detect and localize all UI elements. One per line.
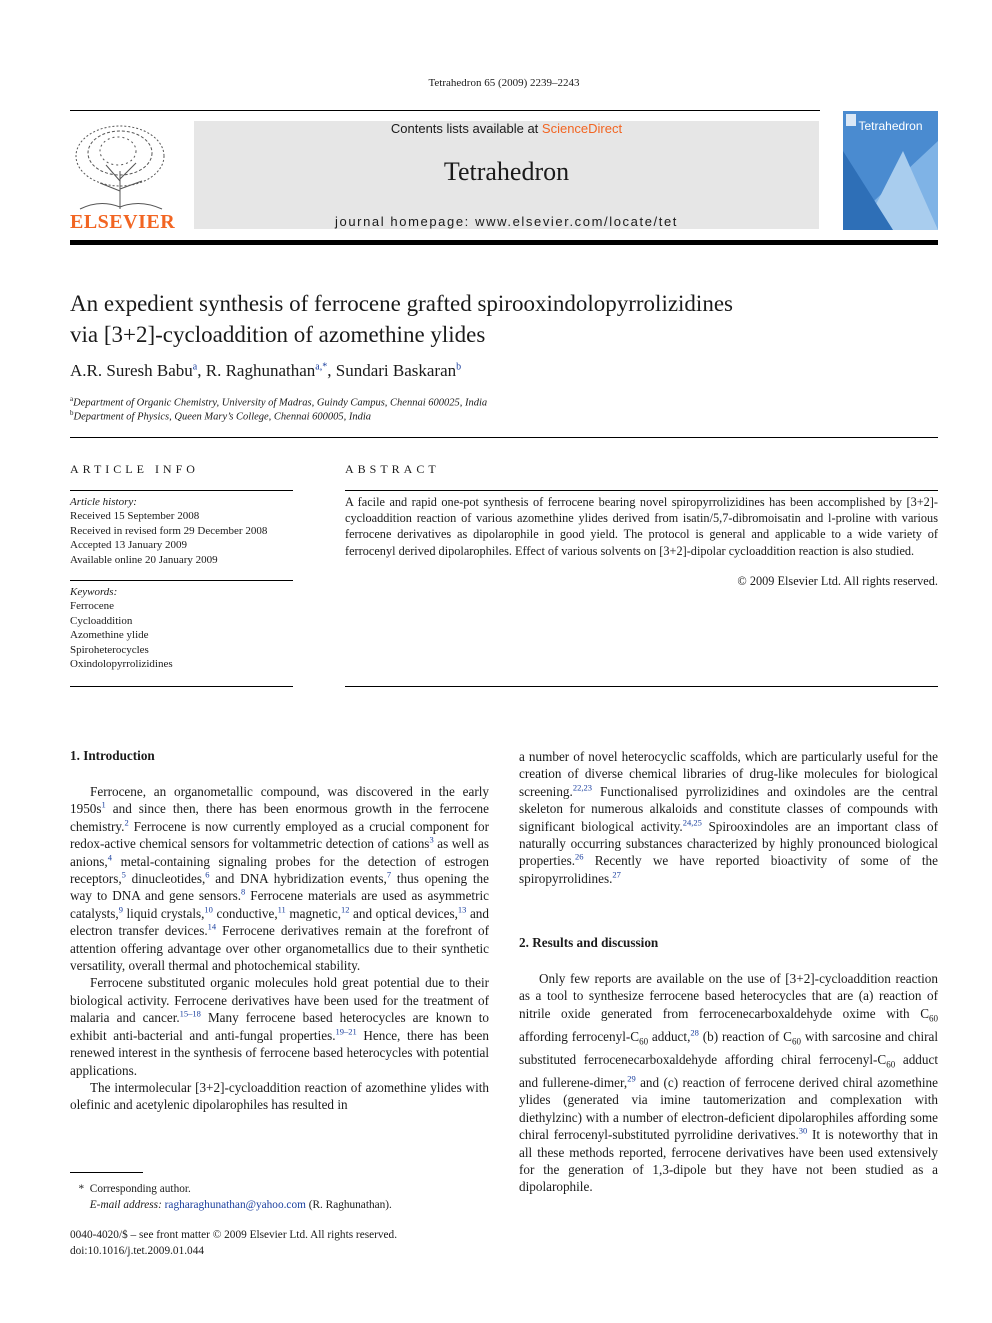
paragraph-text: Only few reports are available on the use of [3+2]-cycloaddition reaction as a tool to synthesize ferrocene based heterocycles that are (a) reaction of nitrile oxide generated from ferrocenecarboxaldehyde oxime with C <box>519 971 938 1021</box>
paragraph-text: and since then, there has been enormous growth in the ferrocene chemistry. <box>70 801 489 834</box>
paragraph-text: Functionalised pyrrolizidines and oxindoles are the central skeleton for numerous alkaloids and constitute classes of compounds with significant biological activity. <box>519 783 938 834</box>
affiliation-b <box>70 409 371 423</box>
sciencedirect-link[interactable]: ScienceDirect <box>541 121 623 136</box>
subscript: 60 <box>791 1036 801 1047</box>
paragraph-text: Ferrocene materials are used as asymmetric catalysts, <box>70 888 489 921</box>
journal-homepage <box>194 214 819 229</box>
history-label: Article history: <box>70 496 137 508</box>
journal-reference: Tetrahedron 65 (2009) 2239–2243 <box>428 77 580 89</box>
article-info-heading: ARTICLE INFO <box>70 462 199 476</box>
abstract-heading: ABSTRACT <box>345 462 440 476</box>
paragraph-text: and (c) reaction of ferrocene derived chiral azomethine ylides (generated via imine tautomerization and complexation with diethylzinc) with a number of electron-deficient dipolarophiles affording some chiral ferrocenyl-substituted pyrrolidine derivatives. <box>519 1074 938 1143</box>
corresponding-author-star[interactable]: * <box>322 361 328 373</box>
citation-link[interactable]: 14 <box>207 921 217 932</box>
intro-paragraph-3: The intermolecular [3+2]-cycloaddition reaction of azomethine ylides with olefinic and acetylenic dipolarophiles has resulted in <box>70 1079 489 1113</box>
info-top-rule <box>70 437 938 438</box>
citation-link[interactable]: 5 <box>121 869 126 880</box>
abstract-rule <box>345 490 938 491</box>
citation-link[interactable]: 30 <box>798 1125 808 1136</box>
email-name: (R. Raghunathan). <box>308 1198 392 1211</box>
citation-link[interactable]: 15–18 <box>179 1008 201 1019</box>
history-received: Received 15 September 2008 <box>70 510 200 523</box>
paragraph-text: Ferrocene substituted organic molecules hold great potential due to their biological activity. Ferrocene derivatives have been used for the treatment of malaria and cancer. <box>70 975 489 1026</box>
article-info-bottom-rule <box>70 686 293 687</box>
keywords-label: Keywords: <box>70 586 118 598</box>
title-line-2: via [3+2]-cycloaddition of azomethine ylides <box>70 322 486 347</box>
intro-column <box>70 783 489 1114</box>
author-list: A.R. Suresh Babu$^a$, R. Raghunathan$^{a,*}$, Sundari Baskaran$^b$ <box>70 361 462 380</box>
history-accepted: Accepted 13 January 2009 <box>70 539 187 552</box>
homepage-link[interactable]: www.elsevier.com/locate/tet <box>475 214 678 229</box>
journal-title: Tetrahedron <box>443 157 570 186</box>
citation-link[interactable]: 9 <box>118 904 123 915</box>
corresponding-footnote <box>70 1182 392 1213</box>
citation-link[interactable]: 26 <box>575 852 584 863</box>
intro-continued-column <box>519 748 938 887</box>
footnote-rule <box>70 1172 143 1173</box>
contents-line <box>194 121 819 136</box>
article-title <box>70 288 950 350</box>
author-3-affil-mark: b <box>456 361 462 373</box>
author-3[interactable]: Sundari Baskaran <box>335 361 457 380</box>
email-link[interactable]: ragharaghunathan@yahoo.com <box>164 1198 306 1211</box>
history-online: Available online 20 January 2009 <box>70 553 218 566</box>
abstract-text: A facile and rapid one-pot synthesis of ferrocene bearing novel spiropyrrolizidines has been accomplished by [3+2]-cycloaddition reaction of various azomethine ylides derived from isatin/5,7-dibromoisatin and l-proline with various ferrocene derivatives as dipolarophile in good yield. The protocol is general and applicable to a wide variety of ferrocenyl derived dipolarophiles. Effect of various solvents on [3+2]-dipolar cycloaddition reaction is also studied. <box>345 495 938 558</box>
footnote-corresponding: Corresponding author. <box>89 1183 191 1195</box>
author-2[interactable]: R. Raghunathan <box>205 361 316 380</box>
paragraph-text: a number of novel heterocyclic scaffolds, which are particularly useful for the creation of diverse chemical libraries of drug-like molecules for biological screening. <box>519 749 938 799</box>
keyword-item: Ferrocene <box>70 600 114 613</box>
citation-link[interactable]: 8 <box>241 887 246 898</box>
citation-link[interactable]: 7 <box>386 869 392 880</box>
intro-paragraph-1 <box>70 783 489 974</box>
keywords-rule <box>70 580 293 581</box>
citation-link[interactable]: 10 <box>204 904 213 915</box>
citation-link[interactable]: 22,23 <box>572 782 592 793</box>
citation-link[interactable]: 29 <box>627 1073 636 1084</box>
front-matter <box>70 1228 397 1259</box>
affiliation-b-mark: b <box>70 409 74 417</box>
header-top-rule <box>70 110 820 111</box>
header-thick-rule <box>70 240 938 245</box>
article-info-rule <box>70 490 293 491</box>
elsevier-wordmark: ELSEVIER <box>70 211 176 233</box>
homepage-prefix: journal homepage: <box>335 214 476 229</box>
subscript: 60 <box>639 1036 649 1047</box>
paragraph-text: Many ferrocene based heterocycles are known to exhibit anti-bacterial and anti-fungal properties. <box>70 1010 489 1043</box>
paragraph-text: with sarcosine and chiral substituted ferrocenecarboxaldehyde affording chiral ferrocenyl-C <box>519 1028 939 1067</box>
paragraph-text: and electron transfer devices. <box>70 905 489 939</box>
affiliation-a-mark: a <box>70 395 74 403</box>
citation-link[interactable]: 6 <box>205 869 210 880</box>
citation-link[interactable]: 24,25 <box>682 817 702 828</box>
keyword-item: Azomethine ylide <box>70 629 149 642</box>
results-paragraph-1 <box>519 970 938 1196</box>
subscript: 60 <box>886 1059 896 1070</box>
paragraph-text: and optical devices, <box>349 905 458 921</box>
contents-prefix: Contents lists available at <box>390 121 542 136</box>
paragraph-text: Ferrocene, an organometallic compound, was discovered in the early 1950s <box>70 784 489 817</box>
affiliation-a <box>70 395 487 409</box>
paragraph-text: Recently we have reported bioactivity of some of the spiropyrrolidines. <box>519 853 938 886</box>
results-column <box>519 970 938 1196</box>
paragraph-text: conductive, <box>212 905 278 921</box>
citation-link[interactable]: 19–21 <box>335 1026 357 1037</box>
paragraph-text: liquid crystals, <box>122 905 205 921</box>
paragraph-text: adduct and fullerene-dimer, <box>519 1051 938 1090</box>
citation-link[interactable]: 2 <box>124 817 129 828</box>
subscript: 60 <box>929 1013 938 1024</box>
citation-link[interactable]: 11 <box>277 904 286 915</box>
keywords-block <box>70 585 173 671</box>
footnote-line-2 <box>70 1198 392 1214</box>
paragraph-text: metal-containing signaling probes for the detection of estrogen receptors, <box>70 853 489 887</box>
affiliation-a-text: Department of Organic Chemistry, University of Madras, Guindy Campus, Chennai 600025, India <box>73 397 488 409</box>
paragraph-text: as well as anions, <box>70 836 489 869</box>
keyword-item: Oxindolopyrrolizidines <box>70 658 173 671</box>
citation-link[interactable]: 13 <box>457 904 467 915</box>
paragraph-text: Ferrocene is now currently employed as a crucial component for redox-active chemical sensors for voltammetric detection of cations <box>70 818 489 852</box>
paragraph-text: affording ferrocenyl-C <box>519 1028 640 1044</box>
author-1[interactable]: A.R. Suresh Babu <box>70 361 193 380</box>
article-history <box>70 495 267 567</box>
history-revised: Received in revised form 29 December 2008 <box>70 524 268 537</box>
citation-link[interactable]: 27 <box>612 869 621 880</box>
paragraph-text: dinucleotides, <box>125 871 206 887</box>
footnote-star: * <box>78 1183 85 1195</box>
intro-heading: 1. Introduction <box>70 748 155 763</box>
paragraph-text: Hence, there has been renewed interest in the synthesis of ferrocene based heterocycles with potential applications. <box>70 1027 489 1078</box>
keyword-item: Spiroheterocycles <box>70 643 149 656</box>
doi-line[interactable]: doi:10.1016/j.tet.2009.01.044 <box>70 1244 204 1257</box>
title-line-1: An expedient synthesis of ferrocene grafted spirooxindolopyrrolizidines <box>70 291 733 316</box>
paragraph-text: and DNA hybridization events, <box>209 871 387 887</box>
paragraph-text: Spirooxindoles are an important class of naturally occurring substances characterized by highly pronounced biological properties. <box>519 818 938 869</box>
paragraph-text: It is noteworthy that in all these methods reported, ferrocene derivatives have been used extensively for the generation of 1,3-dipole but they have not been studied as a dipolarophile. <box>519 1127 938 1195</box>
keyword-item: Cycloaddition <box>70 614 133 627</box>
citation-link[interactable]: 3 <box>429 834 434 845</box>
results-heading: 2. Results and discussion <box>519 935 659 950</box>
author-1-affil-mark: a <box>192 361 198 373</box>
abstract-bottom-rule <box>345 686 938 687</box>
citation-link[interactable]: 28 <box>690 1027 699 1038</box>
journal-cover-thumbnail <box>843 111 938 230</box>
author-2-affil-mark: a, <box>315 361 323 373</box>
email-label: E-mail address: <box>89 1198 162 1211</box>
intro-paragraph-3-continued <box>519 748 938 887</box>
abstract-copyright: © 2009 Elsevier Ltd. All rights reserved. <box>737 574 938 588</box>
citation-link[interactable]: 1 <box>101 800 106 811</box>
paragraph-text: adduct, <box>648 1028 691 1044</box>
paragraph-text: magnetic, <box>285 905 341 921</box>
citation-link[interactable]: 12 <box>341 904 350 915</box>
citation-link[interactable]: 4 <box>107 852 112 863</box>
intro-paragraph-2 <box>70 974 489 1078</box>
footnote-line-1 <box>70 1182 392 1198</box>
paragraph-text: thus opening the way to DNA and gene sensors. <box>70 871 489 904</box>
affiliation-b-text: Department of Physics, Queen Mary’s College, Chennai 600005, India <box>73 411 372 423</box>
cover-title: Tetrahedron <box>858 119 923 133</box>
paragraph-text: Ferrocene derivatives remain at the forefront of attention offering advantage over other organometallics due to their synthetic versatility, overall thermal and photochemical stability. <box>70 923 490 974</box>
paragraph-text: (b) reaction of C <box>698 1028 792 1044</box>
front-matter-line-1: 0040-4020/$ – see front matter © 2009 Elsevier Ltd. All rights reserved. <box>70 1229 398 1241</box>
